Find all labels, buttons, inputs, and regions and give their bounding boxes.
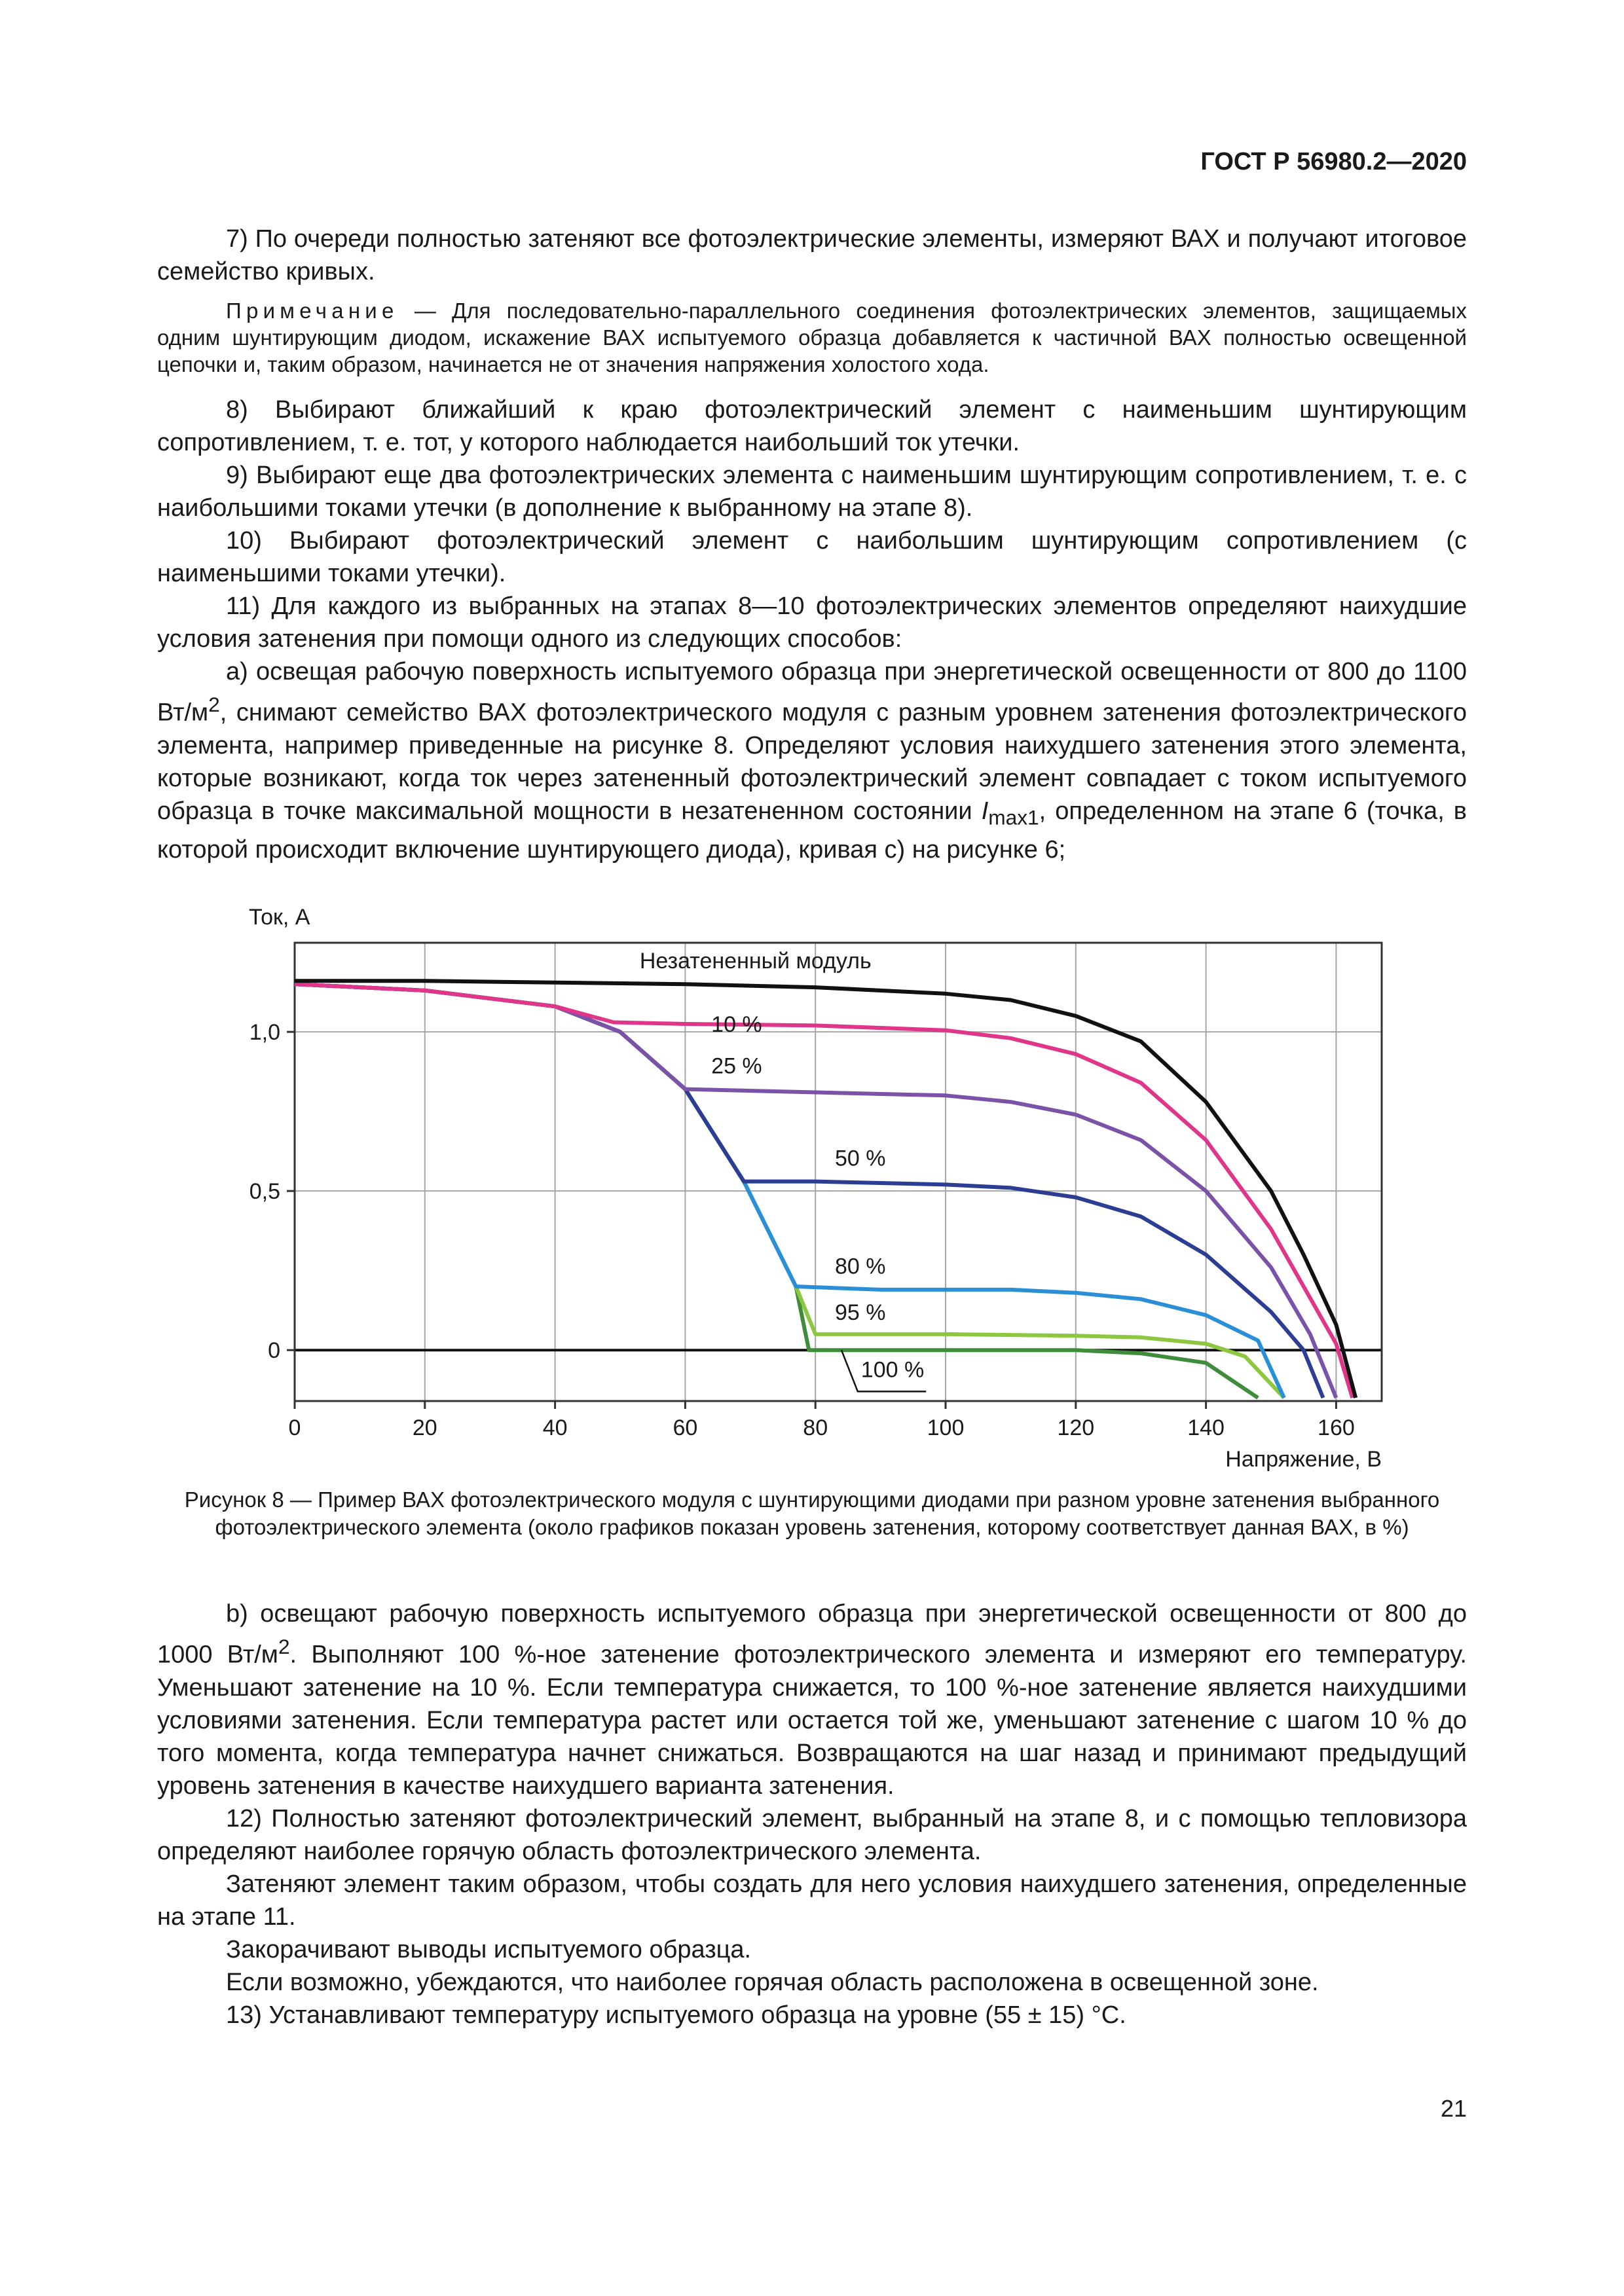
x-tick-label: 80	[803, 1415, 828, 1440]
series-label: 95 %	[835, 1300, 886, 1326]
y-axis-label: Ток, А	[249, 905, 310, 930]
x-tick-label: 0	[288, 1415, 301, 1440]
text-block-bottom	[157, 1597, 1467, 2032]
paragraph: 8) Выбирают ближайший к краю фотоэлектрический элемент с наименьшим шунтирующим сопротивлением, т. е. тот, у которого наблюдается наибольший ток утечки.	[157, 396, 1467, 456]
paragraph: 12) Полностью затеняют фотоэлектрический элемент, выбранный на этапе 8, и с помощью тепловизора определяют наиболее горячую область фотоэлектрического элемента.	[157, 1804, 1467, 1865]
y-tick-label: 1,0	[249, 1020, 280, 1046]
paragraph: 7) По очереди полностью затеняют все фотоэлектрические элементы, измеряют ВАХ и получают итоговое семейство кривых.	[157, 225, 1467, 285]
x-tick-label: 60	[673, 1415, 698, 1440]
paragraph: 9) Выбирают еще два фотоэлектрических элемента с наименьшим шунтирующим сопротивлением, т. е. с наибольшими токами утечки (в дополнение к выбранному на этапе 8).	[157, 462, 1467, 522]
series-label: Незатененный модуль	[639, 948, 872, 974]
note-text: — Для последовательно-параллельного соединения фотоэлектрических элементов, защищаемых одним шунтирующим диодом, искажение ВАХ испытуемого образца добавляется к частичной ВАХ полностью освещенной цепочки и, таким образом, начинается не от значения напряжения холостого хода.	[157, 299, 1467, 376]
iv-chart	[196, 897, 1414, 1473]
page-number: 21	[1440, 2095, 1467, 2122]
paragraph: Если возможно, убеждаются, что наиболее горячая область расположена в освещенной зоне.	[226, 1968, 1319, 1996]
y-tick-label: 0	[268, 1338, 280, 1364]
paragraph: 10) Выбирают фотоэлектрический элемент с наибольшим шунтирующим сопротивлением (с наименьшими токами утечки).	[157, 527, 1467, 587]
figure-caption: Рисунок 8 — Пример ВАХ фотоэлектрического модуля с шунтирующими диодами при разном уровне затенения выбранного фотоэлектрического элемента (около графиков показан уровень затенения, которому соответствует данная ВАХ, в %)	[184, 1487, 1440, 1539]
x-tick-label: 20	[412, 1415, 437, 1440]
paragraph-b: b) освещают рабочую поверхность испытуемого образца при энергетической освещенности от 800 до 1000 $Вт/м^2$. Выполняют 100 %-ное затенение фотоэлектрического элемента и измеряют его температуру. Уменьшают затенение на 10 %. Если температура снижается, то 100 %-ное затенение является наихудшими условиями затенения. Если температура растет или остается той же, уменьшают затенение с шагом 10 % до того момента, когда температура начнет снижаться. Возвращаются на шаг назад и принимают предыдущий уровень затенения в качестве наихудшего варианта затенения.	[157, 1600, 1467, 1800]
paragraph-a: а) освещая рабочую поверхность испытуемого образца при энергетической освещенности от 800 до 1100 $Вт/м^2$, снимают семейство ВАХ фотоэлектрического модуля с разным уровнем затенения фотоэлектрического элемента, например приведенные на рисунке 8. Определяют условия наихудшего затенения этого элемента, которые возникают, когда ток через затененный фотоэлектрический элемент совпадает с током испытуемого образца в точке максимальной мощности в незатененном состоянии $I_{max1}$, определенном на этапе 6 (точка, в которой происходит включение шунтирующего диода), кривая с) на рисунке 6;	[157, 658, 1467, 864]
x-tick-label: 140	[1187, 1415, 1225, 1440]
x-tick-label: 40	[542, 1415, 568, 1440]
x-tick-label: 160	[1318, 1415, 1355, 1440]
x-tick-label: 100	[927, 1415, 965, 1440]
x-axis-label: Напряжение, В	[1225, 1447, 1382, 1472]
x-tick-label: 120	[1057, 1415, 1095, 1440]
series-label: 50 %	[835, 1146, 886, 1171]
note	[157, 297, 1467, 378]
series-label: 10 %	[711, 1012, 762, 1038]
text-block-top	[157, 223, 1467, 866]
paragraph: 13) Устанавливают температуру испытуемого образца на уровне (55 ± 15) °C.	[226, 2001, 1126, 2029]
y-tick-label: 0,5	[249, 1179, 280, 1205]
paragraph: Закорачивают выводы испытуемого образца.	[226, 1935, 752, 1963]
paragraph: Затеняют элемент таким образом, чтобы создать для него условия наихудшего затенения, определенные на этапе 11.	[157, 1870, 1467, 1931]
paragraph: 11) Для каждого из выбранных на этапах 8—10 фотоэлектрических элементов определяют наихудшие условия затенения при помощи одного из следующих способов:	[157, 592, 1467, 653]
document-id: ГОСТ Р 56980.2—2020	[1200, 148, 1467, 175]
series-label: 100 %	[860, 1357, 925, 1383]
note-label: Примечание	[226, 299, 399, 323]
series-label: 25 %	[711, 1053, 762, 1079]
series-label: 80 %	[835, 1254, 886, 1279]
